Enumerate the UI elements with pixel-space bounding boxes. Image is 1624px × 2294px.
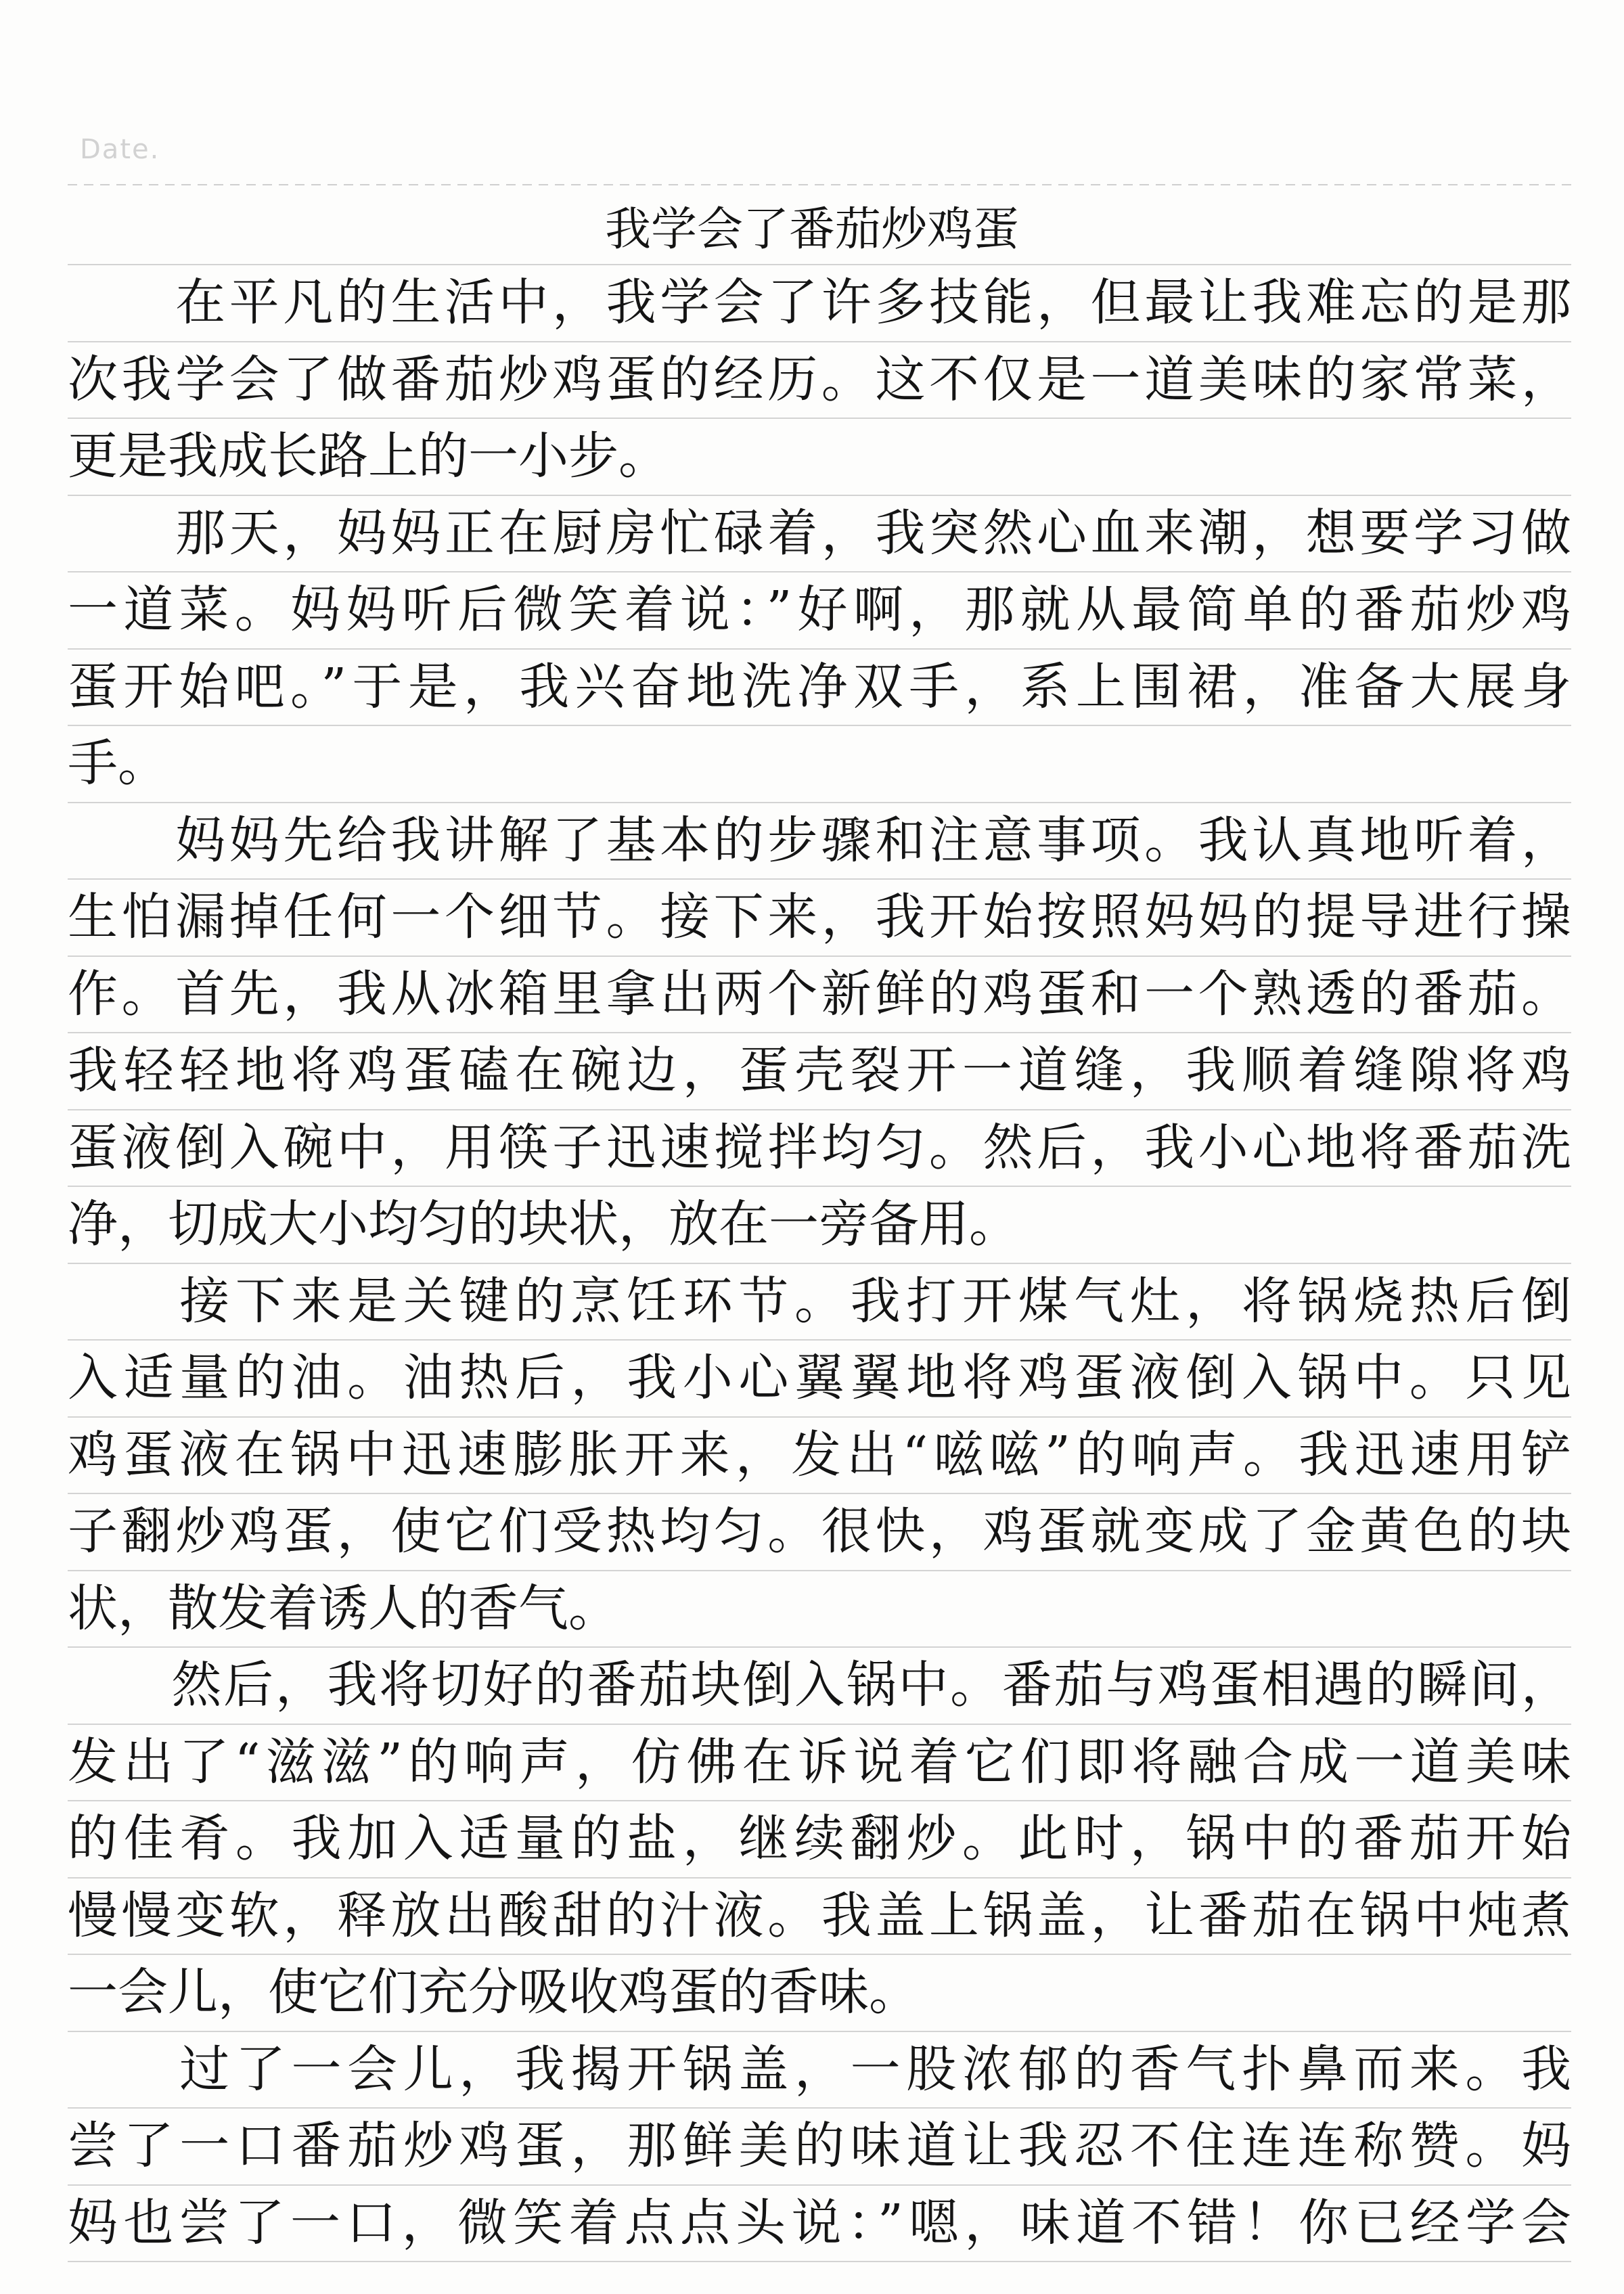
ruled-line bbox=[68, 1800, 1571, 1801]
ruled-line bbox=[68, 1646, 1571, 1648]
ruled-line bbox=[68, 571, 1571, 572]
ruled-line bbox=[68, 418, 1571, 419]
text-line: 我轻轻地将鸡蛋磕在碗边，蛋壳裂开一道缝，我顺着缝隙将鸡 bbox=[68, 1041, 1571, 1100]
ruled-line bbox=[68, 1032, 1571, 1033]
ruled-line bbox=[68, 725, 1571, 726]
text-line: 然后，我将切好的番茄块倒入锅中。番茄与鸡蛋相遇的瞬间， bbox=[68, 1656, 1571, 1714]
ruled-line bbox=[68, 2031, 1571, 2032]
text-line: 发出了“滋滋”的响声，仿佛在诉说着它们即将融合成一道美味 bbox=[68, 1733, 1571, 1791]
ruled-line bbox=[68, 2261, 1571, 2262]
text-line: 更是我成长路上的一小步。 bbox=[68, 427, 669, 485]
ruled-line bbox=[68, 341, 1571, 342]
ruled-line bbox=[68, 648, 1571, 650]
text-line: 那天，妈妈正在厨房忙碌着，我突然心血来潮，想要学习做 bbox=[68, 504, 1571, 562]
text-line: 在平凡的生活中，我学会了许多技能，但最让我难忘的是那 bbox=[68, 273, 1571, 332]
ruled-line bbox=[68, 1954, 1571, 1955]
ruled-line bbox=[68, 878, 1571, 880]
text-line: 过了一会儿，我揭开锅盖，一股浓郁的香气扑鼻而来。我 bbox=[68, 2040, 1571, 2098]
text-line: 尝了一口番茄炒鸡蛋，那鲜美的味道让我忍不住连连称赞。妈 bbox=[68, 2117, 1571, 2175]
text-line: 慢慢变软，释放出酸甜的汁液。我盖上锅盖，让番茄在锅中炖煮 bbox=[68, 1887, 1571, 1945]
text-line: 妈也尝了一口，微笑着点点头说：”嗯，味道不错！你已经学会 bbox=[68, 2194, 1571, 2252]
text-line: 的佳肴。我加入适量的盐，继续翻炒。此时，锅中的番茄开始 bbox=[68, 1809, 1571, 1868]
text-line: 状，散发着诱人的香气。 bbox=[68, 1579, 618, 1638]
ruled-line bbox=[68, 1109, 1571, 1110]
ruled-line bbox=[68, 1263, 1571, 1264]
date-label: Date. bbox=[80, 134, 160, 165]
ruled-line bbox=[68, 2107, 1571, 2109]
text-line: 子翻炒鸡蛋，使它们受热均匀。很快，鸡蛋就变成了金黄色的块 bbox=[68, 1502, 1571, 1560]
text-line: 鸡蛋液在锅中迅速膨胀开来，发出“嗞嗞”的响声。我迅速用铲 bbox=[68, 1426, 1571, 1484]
ruled-line bbox=[68, 2184, 1571, 2186]
text-line: 妈妈先给我讲解了基本的步骤和注意事项。我认真地听着， bbox=[68, 811, 1571, 870]
text-line: 入适量的油。油热后，我小心翼翼地将鸡蛋液倒入锅中。只见 bbox=[68, 1349, 1571, 1407]
ruled-line bbox=[68, 955, 1571, 957]
text-line: 次我学会了做番茄炒鸡蛋的经历。这不仅是一道美味的家常菜， bbox=[68, 351, 1571, 409]
text-line: 接下来是关键的烹饪环节。我打开煤气灶，将锅烧热后倒 bbox=[68, 1272, 1571, 1330]
ruled-line bbox=[68, 1877, 1571, 1879]
text-line: 净，切成大小均匀的块状，放在一旁备用。 bbox=[68, 1195, 1019, 1253]
header-rule bbox=[68, 184, 1571, 185]
text-line: 手。 bbox=[68, 734, 168, 792]
ruled-line bbox=[68, 1570, 1571, 1571]
text-line: 蛋液倒入碗中，用筷子迅速搅拌均匀。然后，我小心地将番茄洗 bbox=[68, 1119, 1571, 1177]
essay-title: 我学会了番茄炒鸡蛋 bbox=[604, 203, 1019, 256]
ruled-line bbox=[68, 1416, 1571, 1418]
text-line: 一道菜。妈妈听后微笑着说：”好啊，那就从最简单的番茄炒鸡 bbox=[68, 581, 1571, 639]
text-line: 蛋开始吧。”于是，我兴奋地洗净双手，系上围裙，准备大展身 bbox=[68, 658, 1571, 716]
ruled-line bbox=[68, 1493, 1571, 1494]
ruled-line bbox=[68, 1186, 1571, 1187]
ruled-line bbox=[68, 495, 1571, 496]
ruled-line bbox=[68, 1339, 1571, 1341]
ruled-line bbox=[68, 1724, 1571, 1725]
ruled-line bbox=[68, 264, 1571, 265]
text-line: 作。首先，我从冰箱里拿出两个新鲜的鸡蛋和一个熟透的番茄。 bbox=[68, 965, 1571, 1023]
ruled-line bbox=[68, 802, 1571, 803]
text-line: 生怕漏掉任何一个细节。接下来，我开始按照妈妈的提导进行操 bbox=[68, 888, 1571, 946]
text-line: 一会儿，使它们充分吸收鸡蛋的香味。 bbox=[68, 1963, 919, 2021]
